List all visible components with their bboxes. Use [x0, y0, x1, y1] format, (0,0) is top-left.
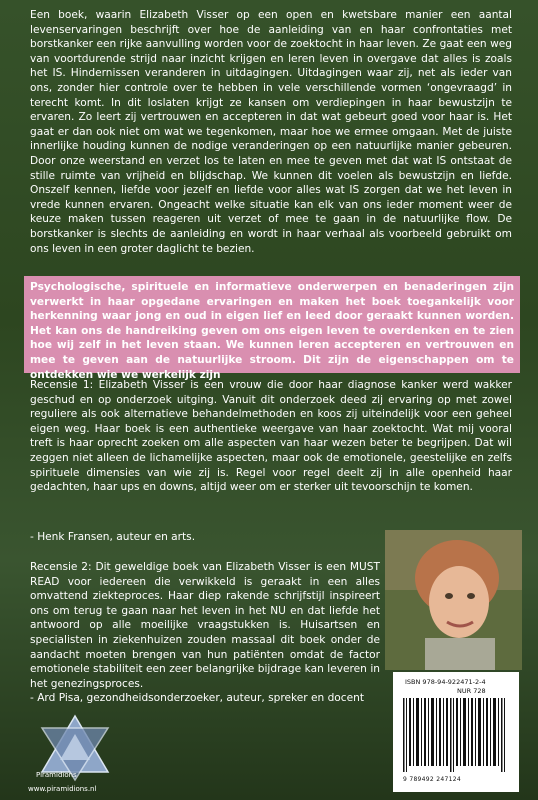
isbn-text: ISBN 978-94-922471-2-4 — [405, 678, 486, 686]
publisher-name: Piramidions — [36, 771, 77, 779]
author-photo — [385, 530, 522, 670]
publisher-url: www.piramidions.nl — [28, 785, 97, 793]
review-2: Recensie 2: Dit geweldige boek van Elizabeth Visser is een MUST READ voor iedereen die verwikkeld is geraakt in een alles omvattend ziekteproces. Haar diep rakende schrijfstijl inspireert ons om terug te gaan naar het leven in het NU en dat liefde het antwoord op alle moeilijke vraagstukken is. Huisartsen en specialisten in ziekenhuizen zouden massaal dit boek onder de aandacht moeten brengen van hun patiënten omdat de factor emotionele stabiliteit een zeer belangrijke bijdrage kan leveren in het genezingsproces. — [30, 561, 380, 690]
barcode-image — [403, 698, 509, 772]
highlight-paragraph: Psychologische, spirituele en informatieve onderwerpen en benaderingen zijn verwerkt in haar opgedane ervaringen en maken het boek toegankelijk voor herkenning waar jong en oud in eigen lief en leed door geraakt kunnen worden. Het kan ons de handreiking geven om ons eigen leven te overdenken en te zien hoe wij zelf in het leven staan. We kunnen leren accepteren en vertrouwen en mee te geven aan de natuurlijke stroom. Dit zijn de eigenschappen om te ontdekken wie we werkelijk zijn — [30, 281, 514, 381]
review-1-author: - Henk Fransen, auteur en arts. — [30, 531, 196, 543]
review-2-author: - Ard Pisa, gezondheidsonderzoeker, auteur, spreker en docent — [30, 692, 364, 704]
barcode-number: 9 789492 247124 — [403, 776, 461, 783]
intro-paragraph: Een boek, waarin Elizabeth Visser op een open en kwetsbare manier een aantal levenservaringen beschrijft over hoe de aanleiding van en haar confrontaties met borstkanker een rijke aanvulling worden voor de zoektocht in haar leven. Ze gaat een weg van voortdurende strijd naar inzicht krijgen en leren leven in overgave dat alles is zoals het IS. Hindernissen veranderen in uitdagingen. Uitdagingen waar zij, net als ieder van ons, zonder hier controle over te hebben in vele verschillende vormen ‘ongevraagd’ in terecht komt. In dit loslaten krijgt ze kansen om verdiepingen in haar bewustzijn te ervaren. Zo leert zij vertrouwen en accepteren in dat wat gebeurt goed voor haar is. Het gaat er dan ook niet om wat we tegenkomen, maar hoe we ermee omgaan. Met de juiste innerlijke houding kunnen de nodige veranderingen op een natuurlijke manier gebeuren. Door onze weerstand en verzet los te laten en mee te geven met dat wat IS ontstaat de stille ruimte van vrijheid en blijdschap. We kunnen dit voelen als bewustzijn en liefde. Onszelf kennen, liefde voor jezelf en liefde voor alles wat IS zorgen dat we het leven in vrede kunnen ervaren. Ongeacht welke situatie kan elk van ons ieder moment weer de keuze maken tussen reageren uit verzet of mee te gaan in de natuurlijke flow. De borstkanker is slechts de aanleiding en wordt in haar verhaal als voorbeeld gebruikt om ons leven in een groter daglicht te bezien. — [30, 9, 512, 255]
review-1: Recensie 1: Elizabeth Visser is een vrouw die door haar diagnose kanker werd wakker geschud en op onderzoek uitging. Vanuit dit onderzoek deed zij ervaring op met zowel reguliere als ook alternatieve behandelmethoden en koos zij uiteindelijk voor een geheel eigen weg. Haar boek is een authentieke weergave van haar zoektocht. Wat mij vooral treft is haar oprecht zoeken om alle aspecten van haar wezen beter te begrijpen. Dat wil zeggen niet alleen de lichamelijke aspecten, maar ook de emotionele, geestelijke en zelfs spirituele dimensies van wie zij is. Regel voor regel deelt zij in alle openheid haar gedachten, haar ups en downs, altijd weer om er sterker uit tevoorschijn te komen. — [30, 379, 512, 494]
barcode-panel — [393, 672, 519, 792]
nur-text: NUR 728 — [457, 687, 486, 695]
